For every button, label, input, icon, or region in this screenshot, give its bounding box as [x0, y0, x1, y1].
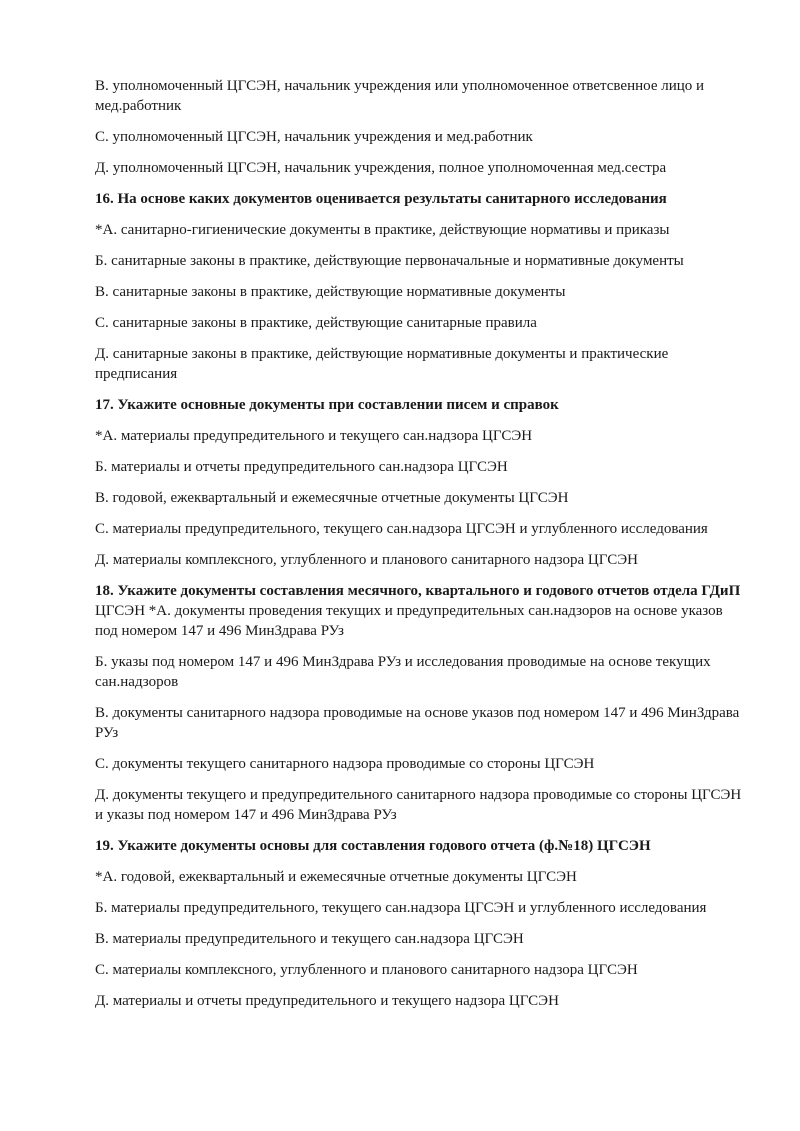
answer-option: Б. материалы предупредительного, текущего сан.надзора ЦГСЭН и углубленного исследования [95, 900, 707, 916]
question-19-title: 19. Укажите документы основы для составления годового отчета (ф.№18) ЦГСЭН [95, 838, 651, 854]
answer-option: В. уполномоченный ЦГСЭН, начальник учреждения или уполномоченное ответсвенное лицо и мед.работник [95, 78, 705, 114]
answer-option: *А. материалы предупредительного и текущего сан.надзора ЦГСЭН [95, 428, 533, 444]
answer-option: С. материалы предупредительного, текущего сан.надзора ЦГСЭН и углубленного исследования [95, 521, 708, 537]
document-page [95, 76, 745, 1022]
answer-option: С. документы текущего санитарного надзора проводимые со стороны ЦГСЭН [95, 756, 595, 772]
question-18-title: 18. Укажите документы составления месячного, квартального и годового отчетов отдела ГДиП ЦГСЭН *А. документы проведения текущих и предупредительных сан.надзоров на основе указов под номером 147 и 496 МинЗдрава РУз [95, 583, 741, 639]
answer-option: В. документы санитарного надзора проводимые на основе указов под номером 147 и 496 МинЗдрава РУз [95, 705, 740, 741]
answer-option: Д. санитарные законы в практике, действующие нормативные документы и практические предписания [95, 346, 669, 382]
answer-option: В. годовой, ежеквартальный и ежемесячные отчетные документы ЦГСЭН [95, 490, 569, 506]
answer-option: Б. указы под номером 147 и 496 МинЗдрава РУз и исследования проводимые на основе текущих сан.надзоров [95, 654, 711, 690]
answer-option: В. материалы предупредительного и текущего сан.надзора ЦГСЭН [95, 931, 524, 947]
answer-option: Б. санитарные законы в практике, действующие первоначальные и нормативные документы [95, 253, 684, 269]
answer-option: В. санитарные законы в практике, действующие нормативные документы [95, 284, 566, 300]
question-16-title: 16. На основе каких документов оценивается результаты санитарного исследования [95, 191, 667, 207]
answer-option: Д. материалы комплексного, углубленного и планового санитарного надзора ЦГСЭН [95, 552, 638, 568]
answer-option: С. уполномоченный ЦГСЭН, начальник учреждения и мед.работник [95, 129, 533, 145]
answer-option: С. материалы комплексного, углубленного и планового санитарного надзора ЦГСЭН [95, 962, 638, 978]
answer-option: *А. годовой, ежеквартальный и ежемесячные отчетные документы ЦГСЭН [95, 869, 577, 885]
question-18-answer-a: ЦГСЭН *А. документы проведения текущих и предупредительных сан.надзоров на основе указов под номером 147 и 496 МинЗдрава РУз [95, 603, 723, 639]
answer-option: *А. санитарно-гигиенические документы в практике, действующие нормативы и приказы [95, 222, 670, 238]
answer-option: Д. уполномоченный ЦГСЭН, начальник учреждения, полное уполномоченная мед.сестра [95, 160, 667, 176]
answer-option: Б. материалы и отчеты предупредительного сан.надзора ЦГСЭН [95, 459, 508, 475]
answer-option: С. санитарные законы в практике, действующие санитарные правила [95, 315, 537, 331]
question-17-title: 17. Укажите основные документы при составлении писем и справок [95, 397, 559, 413]
answer-option: Д. материалы и отчеты предупредительного и текущего надзора ЦГСЭН [95, 993, 559, 1009]
answer-option: Д. документы текущего и предупредительного санитарного надзора проводимые со стороны ЦГСЭН и указы под номером 147 и 496 МинЗдрава РУз [95, 787, 742, 823]
